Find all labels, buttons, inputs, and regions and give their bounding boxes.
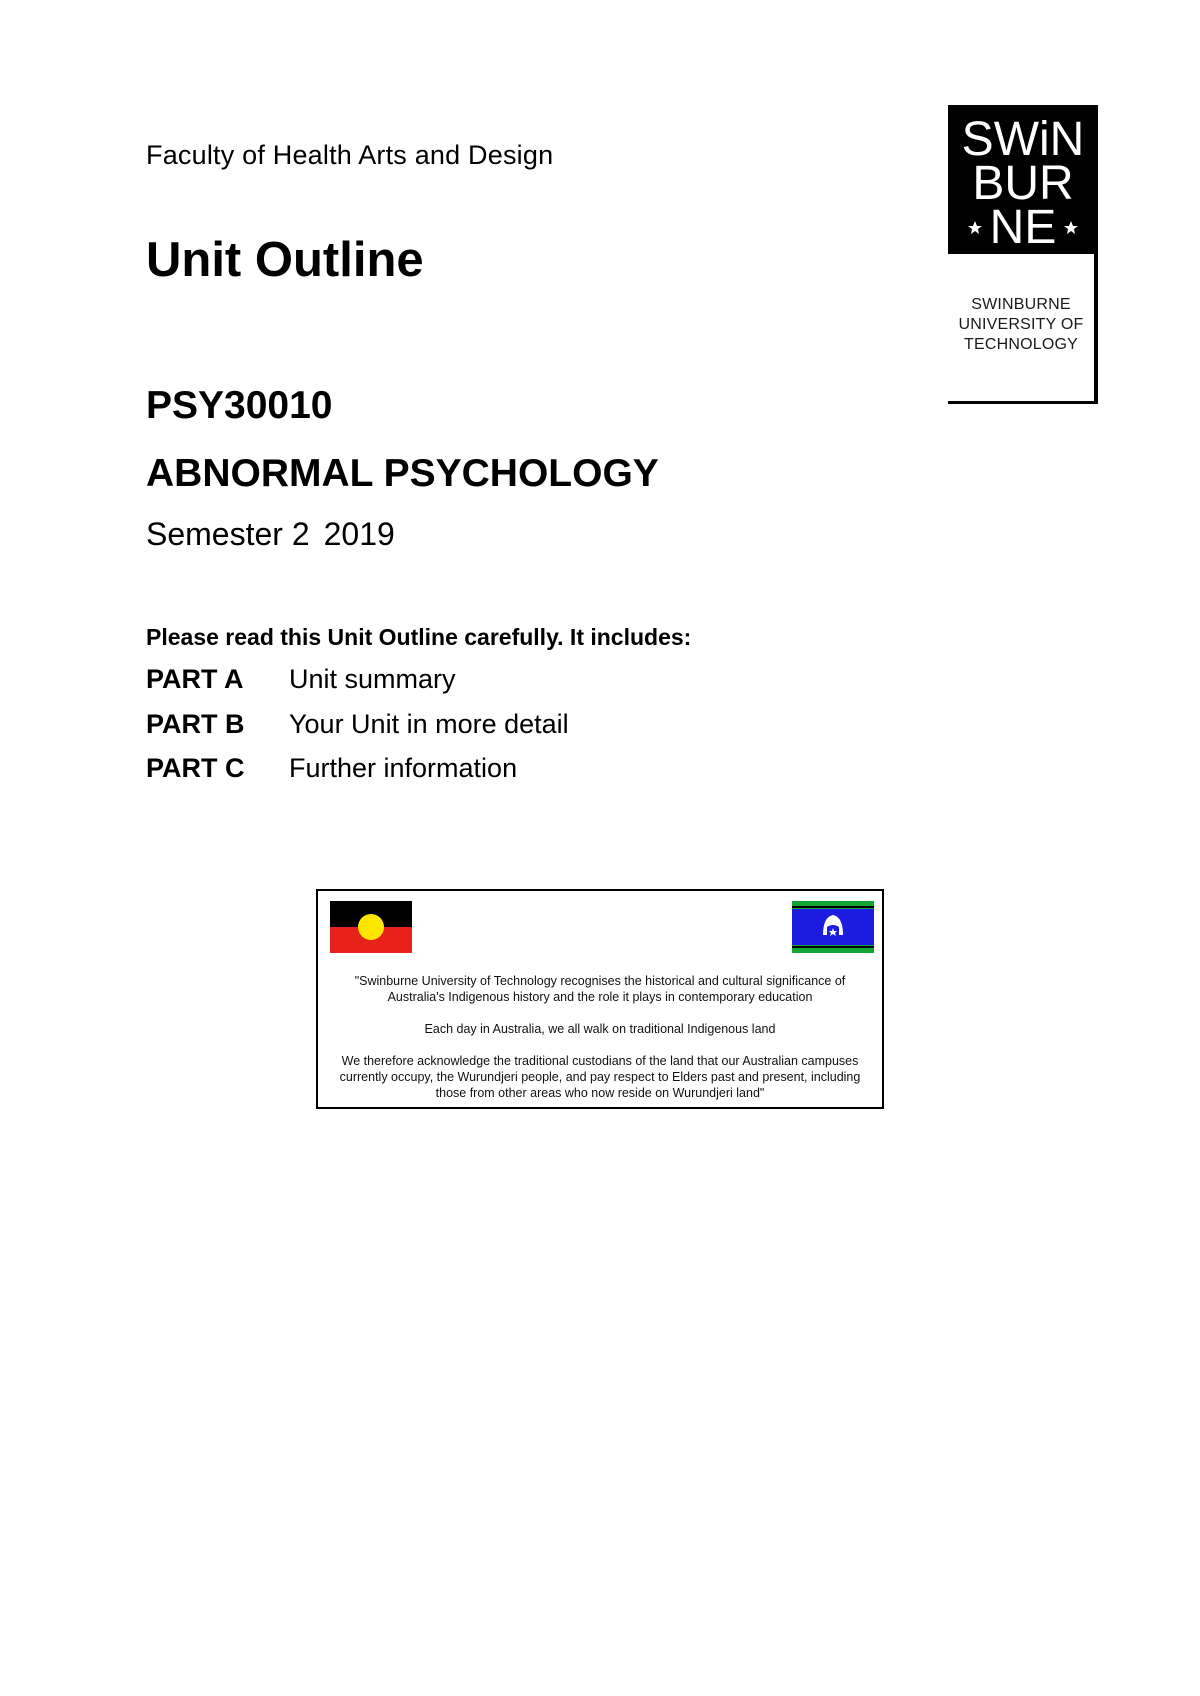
part-row-a (146, 664, 846, 700)
document-title: Unit Outline (146, 233, 424, 287)
part-description: Further information (289, 753, 518, 783)
university-logo (948, 105, 1098, 404)
part-description: Your Unit in more detail (289, 709, 569, 739)
logo-border (948, 401, 1098, 404)
logo-mark-line-2: BUR (972, 157, 1074, 210)
part-description: Unit summary (289, 664, 456, 694)
contents-intro: Please read this Unit Outline carefully. It includes: (146, 624, 692, 650)
acknowledgement-paragraph: We therefore acknowledge the traditional custodians of the land that our Australian campuses currently occupy, the Wurundjeri people, and pay respect to Elders past and present, including those from other areas who now reside on Wurundjeri land" (339, 1054, 861, 1100)
logo-name-line: TECHNOLOGY (963, 336, 1078, 353)
unit-code: PSY30010 (146, 384, 333, 427)
logo-name-line: UNIVERSITY OF (958, 316, 1084, 333)
logo-mark-line-3: NE (989, 201, 1057, 254)
acknowledgement-text (328, 973, 872, 1101)
semester-label: Semester 2 (146, 516, 310, 552)
aboriginal-flag-icon (330, 901, 412, 953)
logo-name-line: SWINBURNE (971, 296, 1071, 313)
logo-border (1094, 254, 1098, 404)
logo-university-name (948, 295, 1094, 355)
semester-year: 2019 (323, 516, 395, 552)
part-label: PART A (146, 664, 244, 694)
logo-mark (948, 105, 1098, 254)
part-label: PART B (146, 709, 245, 739)
acknowledgement-paragraph: "Swinburne University of Technology recognises the historical and cultural significance of Australia's Indigenous history and the role it plays in contemporary education (354, 974, 846, 1004)
part-label: PART C (146, 753, 245, 783)
acknowledgement-box (316, 889, 884, 1109)
faculty-name: Faculty of Health Arts and Design (146, 140, 554, 170)
part-row-c (146, 753, 846, 789)
logo-wordmark (948, 105, 1098, 254)
acknowledgement-paragraph: Each day in Australia, we all walk on traditional Indigenous land (424, 1022, 776, 1036)
unit-name: ABNORMAL PSYCHOLOGY (146, 452, 659, 495)
part-row-b (146, 709, 846, 745)
logo-mark-line-1: SWiN (961, 113, 1085, 166)
torres-strait-islander-flag-icon (792, 901, 874, 953)
semester (146, 516, 395, 553)
